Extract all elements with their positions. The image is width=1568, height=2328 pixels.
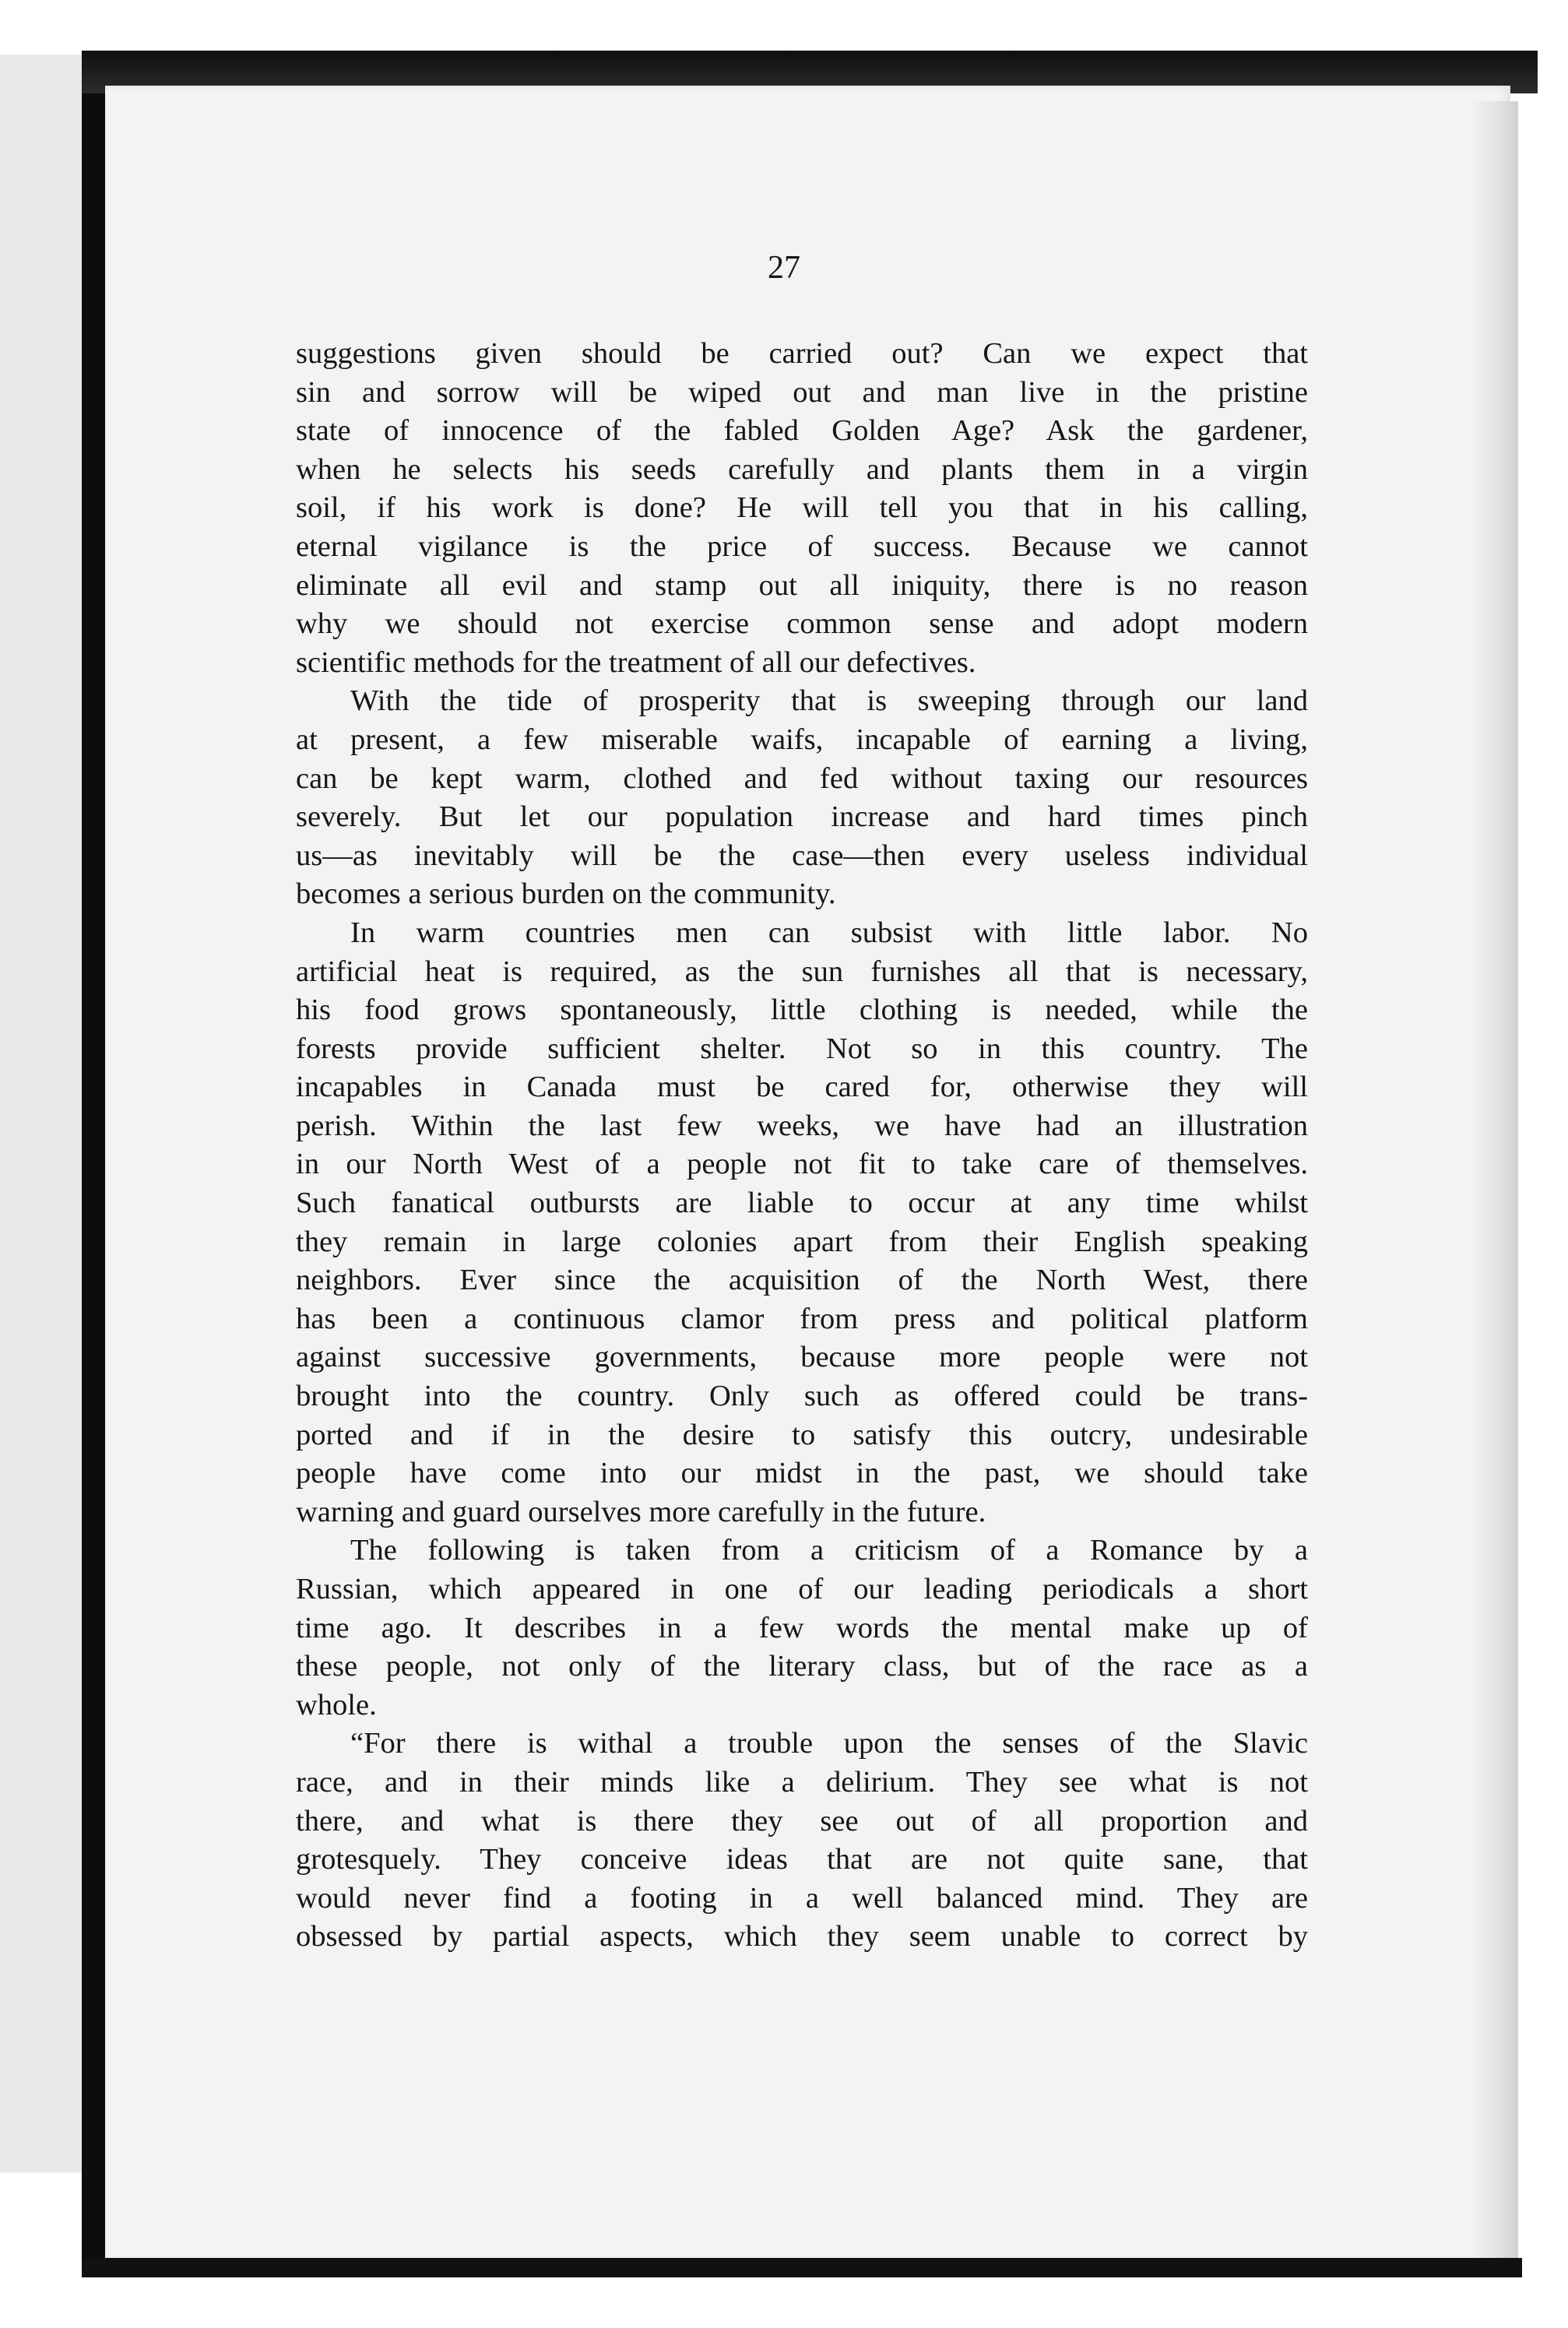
text-line: can be kept warm, clothed and fed without taxing our resources [296,761,1308,795]
text-line: sin and sorrow will be wiped out and man live in the pristine [296,375,1308,409]
text-line: With the tide of prosperity that is sweeping through our land [350,684,1308,718]
text-line: forests provide sufficient shelter. Not so in this country. The [296,1032,1308,1065]
text-line: in our North West of a people not fit to take care of themselves. [296,1148,1308,1181]
text-line: The following is taken from a criticism of a Romance by a [350,1534,1308,1567]
text-line: his food grows spontaneously, little clothing is needed, while the [296,993,1308,1027]
bottom-scan-border [82,2258,1522,2277]
book-binding-shadow [82,51,105,2277]
text-line: artificial heat is required, as the sun furnishes all that is necessary, [296,955,1308,988]
text-line: Such fanatical outbursts are liable to occur at any time whilst [296,1187,1308,1220]
text-line: they remain in large colonies apart from their English speaking [296,1225,1308,1258]
text-line: incapables in Canada must be cared for, otherwise they will [296,1071,1308,1104]
page-stack-edge [1475,101,1518,2273]
text-line: In warm countries men can subsist with little labor. No [350,916,1308,949]
text-line: at present, a few miserable waifs, incapable of earning a living, [296,723,1308,756]
text-line: people have come into our midst in the past, we should take [296,1457,1308,1490]
text-line: eliminate all evil and stamp out all iniquity, there is no reason [296,568,1308,602]
text-line: has been a continuous clamor from press and political platform [296,1302,1308,1335]
text-line: would never find a footing in a well balanced mind. They are [296,1881,1308,1915]
text-line: neighbors. Ever since the acquisition of the North West, there [296,1264,1308,1297]
text-line: these people, not only of the literary class, but of the race as a [296,1650,1308,1683]
facing-page-edge [0,55,82,2172]
text-line: state of innocence of the fabled Golden Age? Ask the gardener, [296,414,1308,448]
text-line: scientific methods for the treatment of all our defectives. [296,645,976,679]
text-line: Russian, which appeared in one of our leading periodicals a short [296,1573,1308,1605]
text-line: eternal vigilance is the price of success. Because we cannot [296,529,1308,563]
text-line: perish. Within the last few weeks, we have had an illustration [296,1109,1308,1142]
text-line: ported and if in the desire to satisfy this outcry, undesirable [296,1418,1308,1451]
text-line: “For there is withal a trouble upon the senses of the Slavic [350,1727,1308,1760]
text-line: severely. But let our population increase and hard times pinch [296,800,1308,834]
text-line: us—as inevitably will be the case—then every useless individual [296,839,1308,872]
text-line: against successive governments, because more people were not [296,1341,1308,1374]
text-line: whole. [296,1688,377,1721]
text-line: warning and guard ourselves more carefully in the future. [296,1495,986,1528]
text-line: race, and in their minds like a delirium. They see what is not [296,1765,1308,1799]
text-line: grotesquely. They conceive ideas that are not quite sane, that [296,1843,1308,1876]
text-line: time ago. It describes in a few words the mental make up of [296,1611,1308,1644]
text-line: becomes a serious burden on the community. [296,877,836,911]
text-line: suggestions given should be carried out? Can we expect that [296,337,1308,370]
page-number: 27 [768,250,800,286]
text-line: when he selects his seeds carefully and plants them in a virgin [296,452,1308,486]
text-line: brought into the country. Only such as offered could be trans- [296,1380,1308,1413]
text-line: why we should not exercise common sense and adopt modern [296,607,1308,641]
body-text [296,335,1308,1957]
text-line: soil, if his work is done? He will tell you that in his calling, [296,491,1308,525]
text-line: obsessed by partial aspects, which they seem unable to correct by [296,1920,1308,1953]
text-line: there, and what is there they see out of all proportion and [296,1804,1308,1837]
